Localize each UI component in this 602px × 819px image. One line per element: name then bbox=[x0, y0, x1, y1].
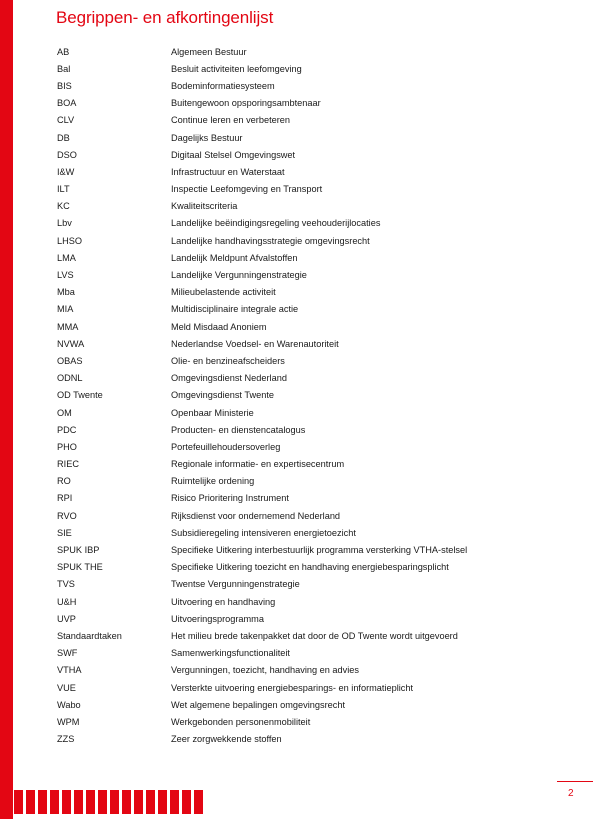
list-item bbox=[57, 163, 577, 180]
abbreviation: Bal bbox=[57, 63, 71, 74]
list-item bbox=[57, 731, 577, 748]
abbreviation-meaning: Besluit activiteiten leefomgeving bbox=[171, 63, 302, 74]
list-item bbox=[57, 352, 577, 369]
abbreviation-meaning: Multidisciplinaire integrale actie bbox=[171, 304, 299, 315]
footer-stripe bbox=[62, 790, 71, 814]
list-item bbox=[57, 318, 577, 335]
abbreviation: PHO bbox=[57, 441, 77, 452]
list-item bbox=[57, 284, 577, 301]
abbreviation-meaning: Openbaar Ministerie bbox=[171, 407, 254, 418]
list-item bbox=[57, 696, 577, 713]
abbreviation: Wabo bbox=[57, 699, 81, 710]
abbreviation-meaning: Regionale informatie- en expertisecentrum bbox=[171, 459, 345, 470]
abbreviation: CLV bbox=[57, 115, 75, 126]
abbreviation: BOA bbox=[57, 98, 77, 109]
list-item bbox=[57, 198, 577, 215]
page-number: 2 bbox=[568, 788, 574, 799]
list-item bbox=[57, 95, 577, 112]
footer-stripe bbox=[122, 790, 131, 814]
footer-stripe bbox=[50, 790, 59, 814]
footer-stripe bbox=[98, 790, 107, 814]
abbreviation: VTHA bbox=[57, 665, 82, 676]
abbreviation-meaning: Infrastructuur en Waterstaat bbox=[171, 166, 285, 177]
footer-stripe bbox=[74, 790, 83, 814]
abbreviation-meaning: Werkgebonden personenmobiliteit bbox=[171, 716, 311, 727]
abbreviation-meaning: Olie- en benzineafscheiders bbox=[171, 355, 285, 366]
abbreviation: SPUK IBP bbox=[57, 545, 100, 556]
list-item bbox=[57, 438, 577, 455]
list-item bbox=[57, 541, 577, 558]
footer-stripe bbox=[26, 790, 35, 814]
abbreviation-meaning: Specifieke Uitkering toezicht en handhaving energiebesparingsplicht bbox=[171, 562, 449, 573]
abbreviation-meaning: Landelijke handhavingsstrategie omgevingsrecht bbox=[171, 235, 370, 246]
abbreviation: U&H bbox=[57, 596, 77, 607]
abbreviation-meaning: Algemeen Bestuur bbox=[171, 46, 247, 57]
footer-stripe bbox=[110, 790, 119, 814]
list-item bbox=[57, 576, 577, 593]
list-item bbox=[57, 662, 577, 679]
abbreviation: VUE bbox=[57, 682, 76, 693]
footer-stripe bbox=[38, 790, 47, 814]
abbreviation: BIS bbox=[57, 80, 72, 91]
list-item bbox=[57, 404, 577, 421]
abbreviation-meaning: Buitengewoon opsporingsambtenaar bbox=[171, 98, 321, 109]
abbreviation: DB bbox=[57, 132, 70, 143]
abbreviation: DSO bbox=[57, 149, 77, 160]
abbreviation-list bbox=[57, 43, 577, 748]
list-item bbox=[57, 43, 577, 60]
list-item bbox=[57, 559, 577, 576]
abbreviation: SIE bbox=[57, 527, 72, 538]
abbreviation-meaning: Het milieu brede takenpakket dat door de OD Twente wordt uitgevoerd bbox=[171, 630, 458, 641]
abbreviation: RO bbox=[57, 476, 71, 487]
abbreviation: Lbv bbox=[57, 218, 72, 229]
abbreviation-meaning: Producten- en dienstencatalogus bbox=[171, 424, 306, 435]
left-accent-bar bbox=[0, 0, 13, 819]
abbreviation: LMA bbox=[57, 252, 76, 263]
abbreviation-meaning: Wet algemene bepalingen omgevingsrecht bbox=[171, 699, 345, 710]
abbreviation: PDC bbox=[57, 424, 77, 435]
abbreviation: ZZS bbox=[57, 734, 75, 745]
abbreviation-meaning: Uitvoeringsprogramma bbox=[171, 613, 264, 624]
abbreviation: SPUK THE bbox=[57, 562, 103, 573]
abbreviation-meaning: Risico Prioritering Instrument bbox=[171, 493, 289, 504]
abbreviation-meaning: Portefeuillehoudersoverleg bbox=[171, 441, 281, 452]
list-item bbox=[57, 60, 577, 77]
abbreviation-meaning: Specifieke Uitkering interbestuurlijk programma versterking VTHA-stelsel bbox=[171, 545, 468, 556]
list-item bbox=[57, 679, 577, 696]
list-item bbox=[57, 335, 577, 352]
page-number-rule bbox=[557, 781, 593, 782]
abbreviation-meaning: Zeer zorgwekkende stoffen bbox=[171, 734, 282, 745]
abbreviation: LHSO bbox=[57, 235, 83, 246]
list-item bbox=[57, 645, 577, 662]
list-item bbox=[57, 610, 577, 627]
abbreviation: RPI bbox=[57, 493, 73, 504]
list-item bbox=[57, 490, 577, 507]
abbreviation-meaning: Vergunningen, toezicht, handhaving en advies bbox=[171, 665, 359, 676]
abbreviation: RIEC bbox=[57, 459, 79, 470]
abbreviation: ODNL bbox=[57, 373, 83, 384]
abbreviation-meaning: Dagelijks Bestuur bbox=[171, 132, 243, 143]
list-item bbox=[57, 249, 577, 266]
abbreviation: KC bbox=[57, 201, 70, 212]
abbreviation-meaning: Versterkte uitvoering energiebesparings- en informatieplicht bbox=[171, 682, 414, 693]
list-item bbox=[57, 301, 577, 318]
list-item bbox=[57, 112, 577, 129]
abbreviation: WPM bbox=[57, 716, 80, 727]
abbreviation-meaning: Meld Misdaad Anoniem bbox=[171, 321, 267, 332]
list-item bbox=[57, 181, 577, 198]
footer-stripe bbox=[14, 790, 23, 814]
abbreviation-meaning: Inspectie Leefomgeving en Transport bbox=[171, 184, 323, 195]
abbreviation-meaning: Ruimtelijke ordening bbox=[171, 476, 255, 487]
abbreviation-meaning: Bodeminformatiesysteem bbox=[171, 80, 275, 91]
abbreviation: SWF bbox=[57, 648, 78, 659]
abbreviation-meaning: Samenwerkingsfunctionaliteit bbox=[171, 648, 290, 659]
abbreviation-meaning: Nederlandse Voedsel- en Warenautoriteit bbox=[171, 338, 339, 349]
footer-stripe bbox=[86, 790, 95, 814]
list-item bbox=[57, 627, 577, 644]
list-item bbox=[57, 507, 577, 524]
abbreviation: TVS bbox=[57, 579, 75, 590]
list-item bbox=[57, 215, 577, 232]
list-item bbox=[57, 713, 577, 730]
footer-stripe bbox=[182, 790, 191, 814]
footer-stripe bbox=[134, 790, 143, 814]
list-item bbox=[57, 473, 577, 490]
abbreviation-meaning: Twentse Vergunningenstrategie bbox=[171, 579, 300, 590]
abbreviation-meaning: Uitvoering en handhaving bbox=[171, 596, 276, 607]
list-item bbox=[57, 524, 577, 541]
abbreviation-meaning: Landelijke Vergunningenstrategie bbox=[171, 270, 307, 281]
abbreviation-meaning: Omgevingsdienst Nederland bbox=[171, 373, 287, 384]
list-item bbox=[57, 593, 577, 610]
abbreviation: AB bbox=[57, 46, 70, 57]
abbreviation-meaning: Landelijke beëindigingsregeling veehouderijlocaties bbox=[171, 218, 381, 229]
list-item bbox=[57, 146, 577, 163]
abbreviation-meaning: Milieubelastende activiteit bbox=[171, 287, 276, 298]
abbreviation: MMA bbox=[57, 321, 79, 332]
abbreviation-meaning: Rijksdienst voor ondernemend Nederland bbox=[171, 510, 341, 521]
page-title: Begrippen- en afkortingenlijst bbox=[56, 8, 274, 27]
abbreviation-meaning: Omgevingsdienst Twente bbox=[171, 390, 274, 401]
abbreviation: ILT bbox=[57, 184, 70, 195]
list-item bbox=[57, 266, 577, 283]
list-item bbox=[57, 387, 577, 404]
abbreviation: OD Twente bbox=[57, 390, 103, 401]
abbreviation: OBAS bbox=[57, 355, 83, 366]
abbreviation: MIA bbox=[57, 304, 74, 315]
abbreviation: NVWA bbox=[57, 338, 85, 349]
abbreviation-meaning: Subsidieregeling intensiveren energietoezicht bbox=[171, 527, 356, 538]
abbreviation-meaning: Landelijk Meldpunt Afvalstoffen bbox=[171, 252, 298, 263]
abbreviation-meaning: Kwaliteitscriteria bbox=[171, 201, 238, 212]
footer-stripe bbox=[146, 790, 155, 814]
list-item bbox=[57, 232, 577, 249]
abbreviation-meaning: Digitaal Stelsel Omgevingswet bbox=[171, 149, 296, 160]
footer-stripe bbox=[158, 790, 167, 814]
abbreviation: RVO bbox=[57, 510, 77, 521]
abbreviation-meaning: Continue leren en verbeteren bbox=[171, 115, 291, 126]
abbreviation: I&W bbox=[57, 166, 75, 177]
abbreviation: LVS bbox=[57, 270, 74, 281]
abbreviation: OM bbox=[57, 407, 72, 418]
list-item bbox=[57, 421, 577, 438]
abbreviation: Mba bbox=[57, 287, 75, 298]
abbreviation: UVP bbox=[57, 613, 76, 624]
list-item bbox=[57, 129, 577, 146]
footer-stripe bbox=[170, 790, 179, 814]
list-item bbox=[57, 77, 577, 94]
footer-stripe bbox=[194, 790, 203, 814]
abbreviation: Standaardtaken bbox=[57, 630, 122, 641]
list-item bbox=[57, 370, 577, 387]
footer-stripes bbox=[14, 790, 206, 814]
list-item bbox=[57, 456, 577, 473]
